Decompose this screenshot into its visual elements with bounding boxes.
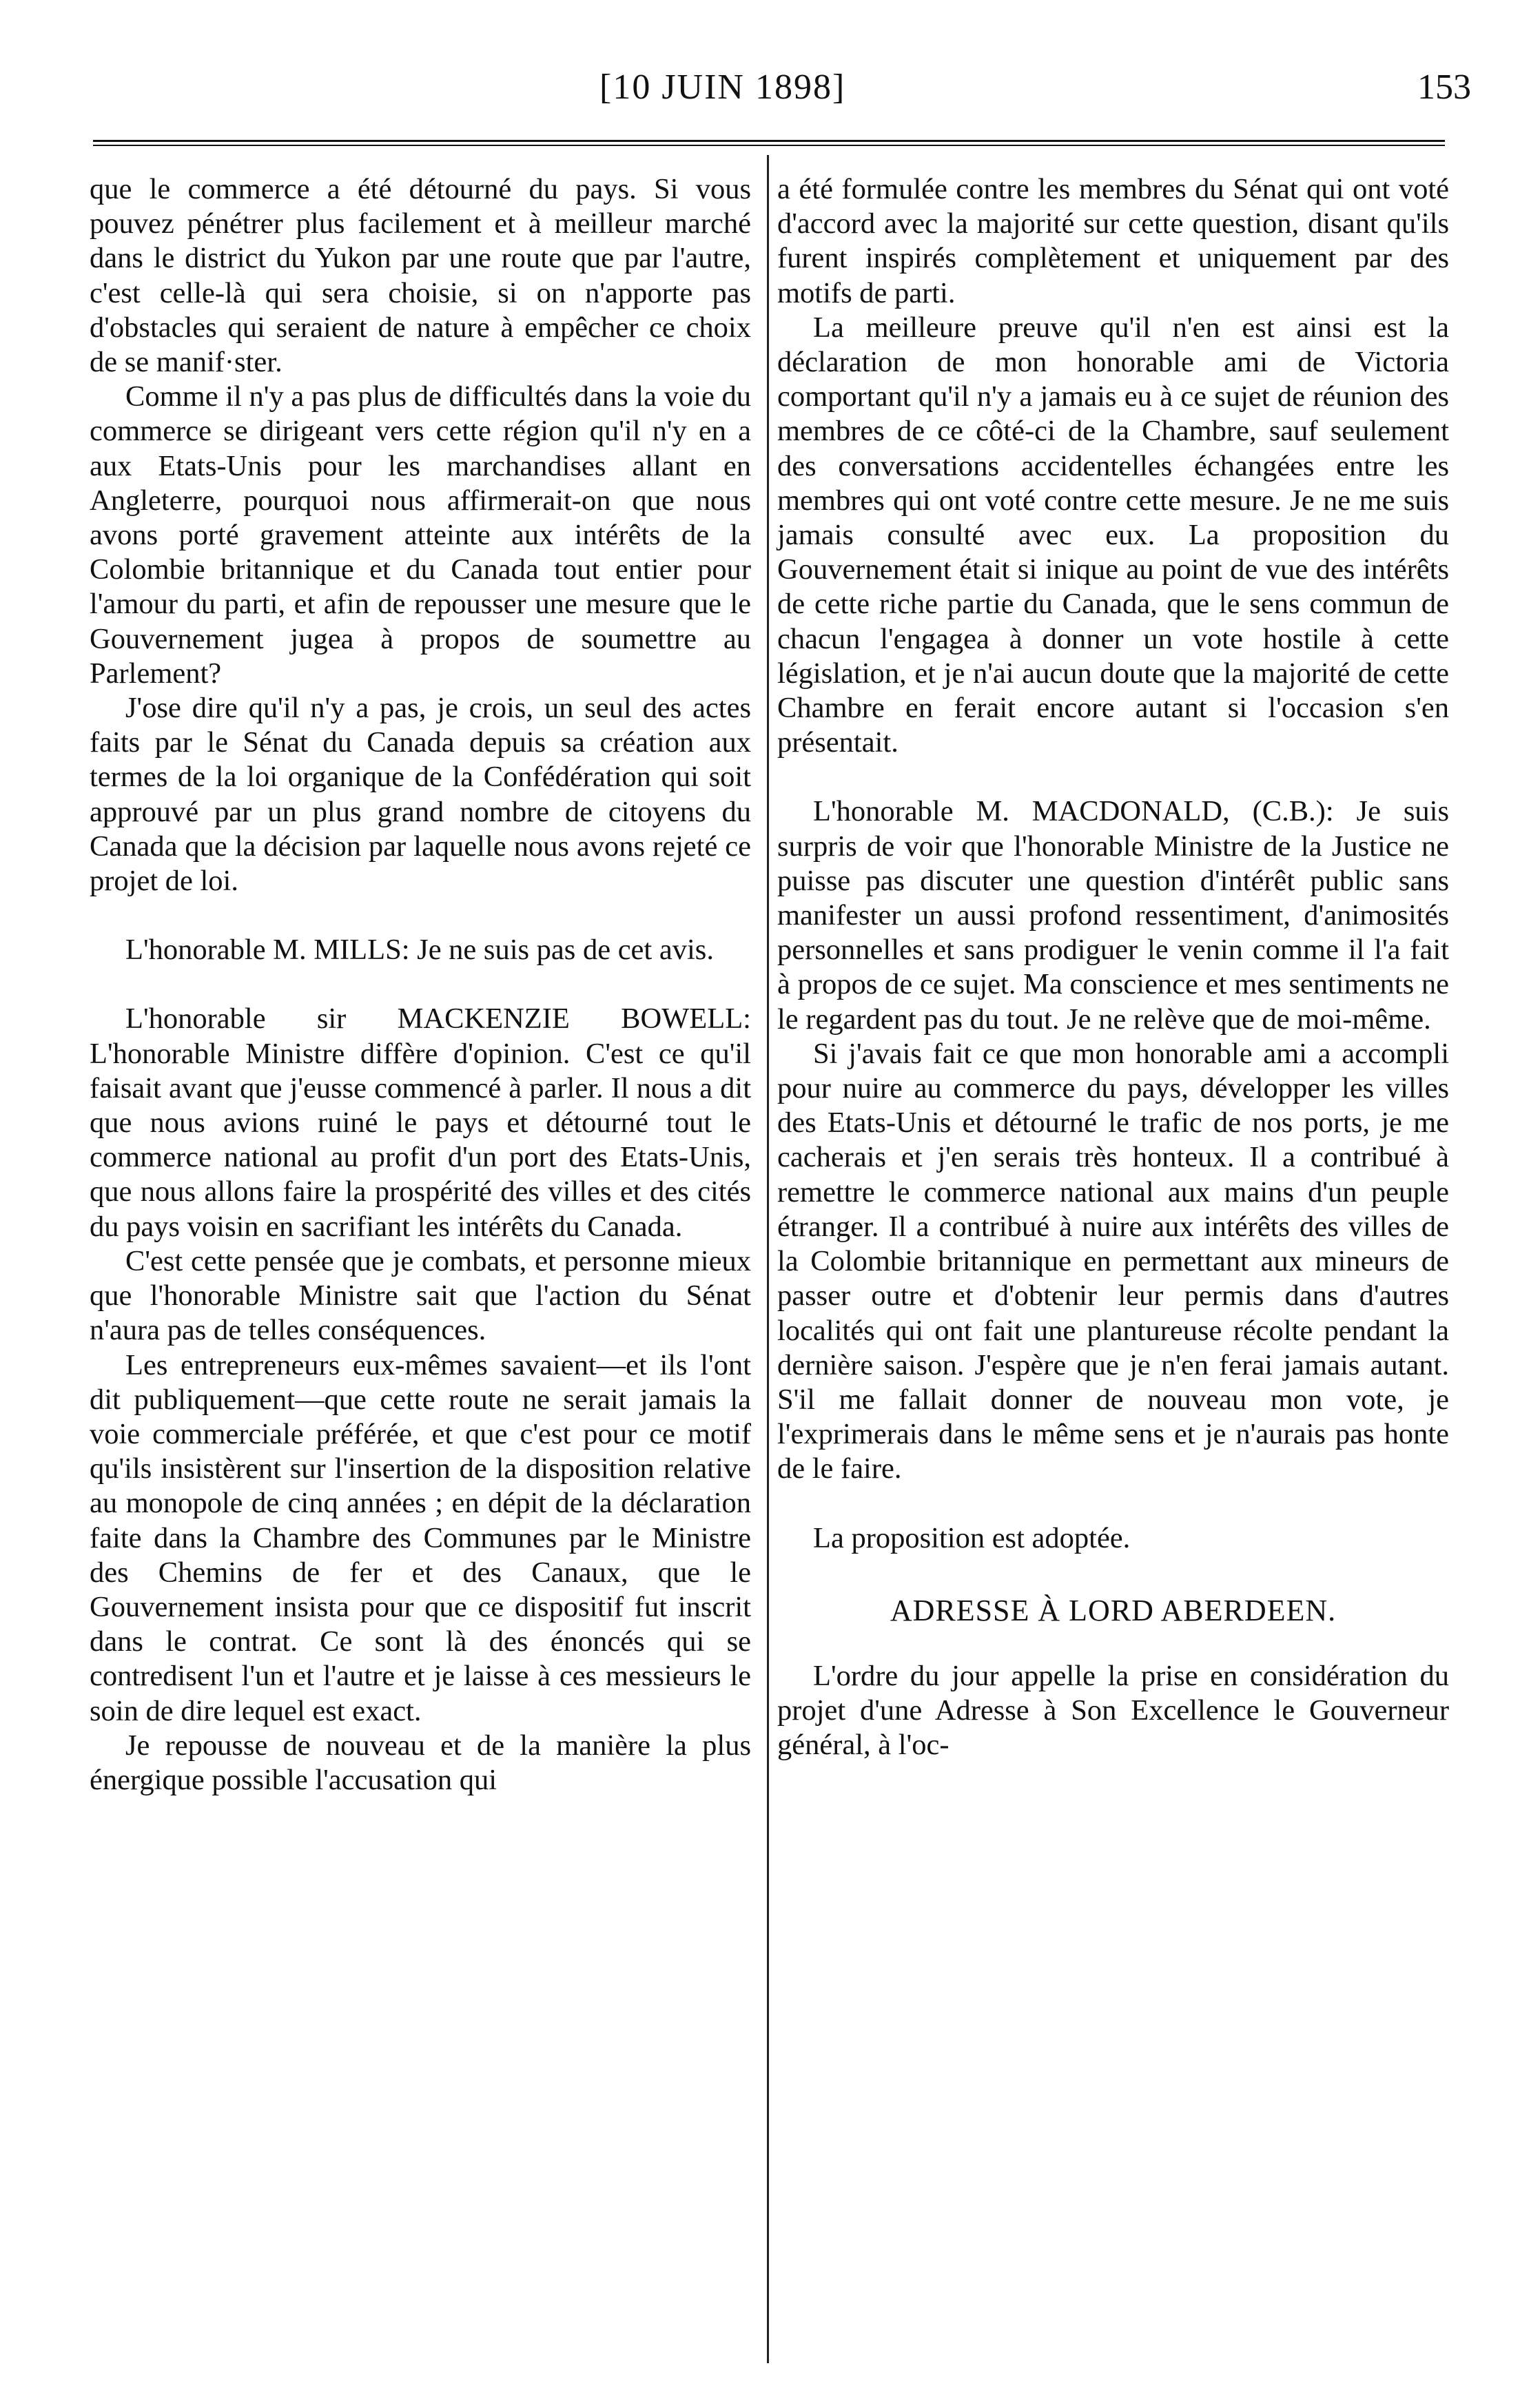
spacer bbox=[777, 760, 1449, 794]
right-paragraph-5: La proposition est adoptée. bbox=[813, 1521, 1131, 1554]
header-date: [10 JUIN 1898] bbox=[599, 68, 846, 107]
spacer bbox=[90, 898, 751, 933]
left-paragraph-1: que le commerce a été détourné du pays. Si vous pouvez pénétrer plus facilement et à meilleur marché dans le district du Yukon par une route que par l'autre, c'est celle-là qui sera choisie, si on n'apporte pas d'obstacles qui seraient de nature à empêcher ce choix de se manif·ster. bbox=[90, 173, 751, 379]
right-paragraph-1: a été formulée contre les membres du Sénat qui ont voté d'accord avec la majorité sur cette question, disant qu'ils furent inspirés complètement et uniquement par des motifs de parti. bbox=[777, 173, 1449, 309]
left-paragraph-6: C'est cette pensée que je combats, et personne mieux que l'honorable Ministre sait que l'action du Sénat n'aura pas de telles conséquences. bbox=[90, 1244, 751, 1347]
section-heading: ADRESSE À LORD ABERDEEN. bbox=[890, 1593, 1337, 1627]
header-rule bbox=[93, 140, 1445, 146]
spacer bbox=[777, 1632, 1449, 1659]
left-paragraph-4: L'honorable M. MILLS: Je ne suis pas de cet avis. bbox=[125, 934, 714, 967]
page-number: 153 bbox=[1417, 68, 1471, 107]
right-paragraph-2: La meilleure preuve qu'il n'en est ainsi est la déclaration de mon honorable ami de Victoria comportant qu'il n'y a jamais eu à ce sujet de réunion des membres de ce côté-ci de la Chambre, sauf seulement des conversations accidentelles échangées entre les membres qui ont voté contre cette mesure. Je ne me suis jamais consulté avec eux. La proposition du Gouvernement était si inique au point de vue des intérêts de cette riche partie du Canada, que le sens commun de chacun l'engagea à donner un vote hostile à cette législation, et je n'ai aucun doute que la majorité de cette Chambre en ferait encore autant si l'occasion s'en présentait. bbox=[777, 311, 1449, 759]
right-paragraph-3: L'honorable M. MACDONALD, (C.B.): Je suis surpris de voir que l'honorable Ministre de la Justice ne puisse pas discuter une question d'intérêt public sans manifester un aussi profond ressentiment, d'animosités personnelles et sans prodiguer le venin comme il l'a fait à propos de ce sujet. Ma conscience et mes sentiments ne le regardent pas du tout. Je ne relève que de moi-même. bbox=[777, 795, 1449, 1036]
left-paragraph-3: J'ose dire qu'il n'y a pas, je crois, un seul des actes faits par le Sénat du Canada depuis sa création aux termes de la loi organique de la Confédération qui soit approuvé par un plus grand nombre de citoyens du Canada que la décision par laquelle nous avons rejeté ce projet de loi. bbox=[90, 692, 751, 898]
column-divider bbox=[767, 155, 769, 2363]
left-column bbox=[90, 172, 751, 1798]
left-paragraph-5: L'honorable sir MACKENZIE BOWELL: L'honorable Ministre diffère d'opinion. C'est ce qu'il faisait avant que j'eusse commencé à parler. Il nous a dit que nous avions ruiné le pays et détourné tout le commerce national au profit d'un port des Etats-Unis, que nous allons faire la prospérité des villes et des cités du pays voisin en sacrifiant les intérêts du Canada. bbox=[90, 1002, 751, 1243]
page-header bbox=[0, 63, 1540, 112]
left-paragraph-7: Les entrepreneurs eux-mêmes savaient—et ils l'ont dit publiquement—que cette route ne serait jamais la voie commerciale préférée, et que c'est pour ce motif qu'ils insistèrent sur l'insertion de la disposition relative au monopole de cinq années ; en dépit de la déclaration faite dans la Chambre des Communes par le Ministre des Chemins de fer et des Canaux, que le Gouvernement insista pour que ce dispositif fut inscrit dans le contrat. Ce sont là des énoncés qui se contredisent l'un et l'autre et je laisse à ces messieurs le soin de dire lequel est exact. bbox=[90, 1348, 751, 1727]
right-column bbox=[777, 172, 1449, 1762]
spacer bbox=[777, 1487, 1449, 1521]
right-paragraph-6: L'ordre du jour appelle la prise en considération du projet d'une Adresse à Son Excellence le Gouverneur général, à l'oc- bbox=[777, 1659, 1449, 1762]
right-paragraph-4: Si j'avais fait ce que mon honorable ami a accompli pour nuire au commerce du pays, développer les villes des Etats-Unis et détourné le trafic de nos ports, je me cacherais et j'en serais très honteux. Il a contribué à remettre le commerce national aux mains d'un peuple étranger. Il a contribué à nuire aux intérêts des villes de la Colombie britannique en permettant aux mineurs de passer outre et d'obtenir leur permis dans d'autres localités qui ont fait une plantureuse récolte pendant la dernière saison. J'espère que je n'en ferai jamais autant. S'il me fallait donner de nouveau mon vote, je l'exprimerais dans le même sens et je n'aurais pas honte de le faire. bbox=[777, 1037, 1449, 1485]
spacer bbox=[777, 1556, 1449, 1590]
spacer bbox=[90, 967, 751, 1002]
left-paragraph-2: Comme il n'y a pas plus de difficultés dans la voie du commerce se dirigeant vers cette région qu'il n'y en a aux Etats-Unis pour les marchandises allant en Angleterre, pourquoi nous affirmerait-on que nous avons porté gravement atteinte aux intérêts de la Colombie britannique et du Canada tout entier pour l'amour du parti, et afin de repousser une mesure que le Gouvernement jugea à propos de soumettre au Parlement? bbox=[90, 380, 751, 690]
left-paragraph-8: Je repousse de nouveau et de la manière la plus énergique possible l'accusation qui bbox=[90, 1729, 751, 1796]
